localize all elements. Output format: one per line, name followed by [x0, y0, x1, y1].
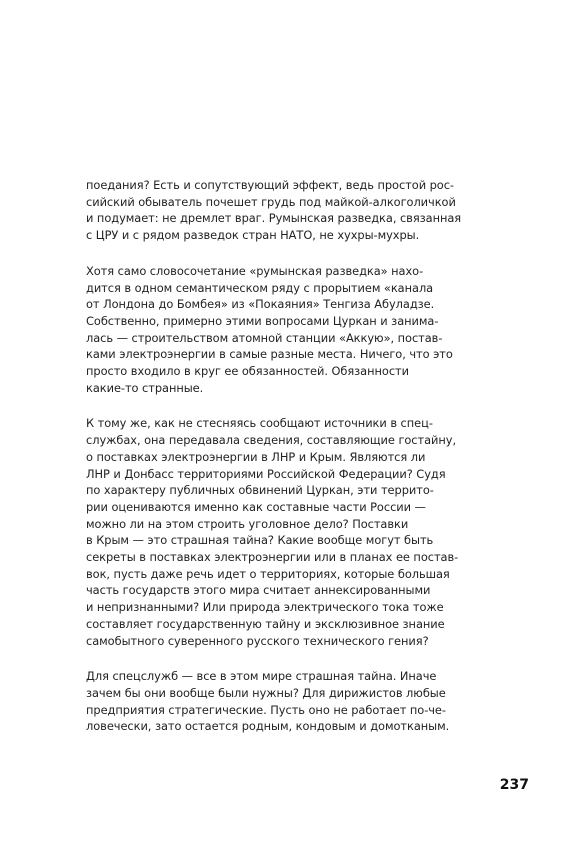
text-line: и непризнанными? Или природа электрического тока тоже	[86, 600, 444, 615]
text-line: дится в одном семантическом ряду с прорытием «канала	[86, 280, 434, 295]
text-line: и подумает: не дремлет враг. Румынская разведка, связанная	[86, 211, 462, 226]
text-line: предприятия стратегические. Пусть оно не работает по-че-	[86, 702, 446, 717]
text-line: просто входило в круг ее обязанностей. Обязанности	[86, 364, 409, 379]
text-line: от Лондона до Бомбея» из «Покаяния» Тенгиза Абуладзе.	[86, 297, 435, 312]
body-text	[86, 177, 486, 754]
page-number: 237	[499, 777, 529, 793]
text-line: часть государств этого мира считает аннексированными	[86, 583, 431, 598]
paragraph-2	[86, 263, 486, 397]
text-line: К тому же, как не стесняясь сообщают источники в спец-	[86, 416, 433, 431]
text-line: поедания? Есть и сопутствующий эффект, ведь простой рос-	[86, 178, 454, 192]
text-line: лась — строительством атомной станции «Аккую», постав-	[86, 330, 443, 345]
paragraph-1	[86, 177, 486, 244]
text-line: секреты в поставках электроэнергии или в планах ее постав-	[86, 550, 459, 565]
text-line: составляет государственную тайну и эксклюзивное знание	[86, 616, 445, 631]
text-line: по характеру публичных обвинений Цуркан, эти террито-	[86, 483, 434, 498]
paragraph-3	[86, 415, 486, 649]
paragraph-4	[86, 668, 486, 735]
text-line: можно ли на этом строить уголовное дело? Поставки	[86, 516, 409, 531]
text-line: самобытного суверенного русского технического гения?	[86, 633, 429, 648]
text-line: ловечески, зато остается родным, кондовым и домотканым.	[86, 719, 450, 734]
text-line: Собственно, примерно этими вопросами Цуркан и занима-	[86, 313, 439, 328]
text-line: Хотя само словосочетание «румынская разведка» нахо-	[86, 263, 424, 278]
text-line: какие-то странные.	[86, 380, 204, 395]
text-line: о поставках электроэнергии в ЛНР и Крым. Являются ли	[86, 449, 426, 464]
text-line: Для спецслужб — все в этом мире страшная тайна. Иначе	[86, 669, 437, 684]
text-line: с ЦРУ и с рядом разведок стран НАТО, не хухры-мухры.	[86, 228, 420, 243]
text-line: вок, пусть даже речь идет о территориях, которые большая	[86, 566, 450, 581]
text-line: в Крым — это страшная тайна? Какие вообще могут быть	[86, 533, 434, 548]
text-line: зачем бы они вообще были нужны? Для дирижистов любые	[86, 685, 446, 700]
text-line: ЛНР и Донбасс территориями Российской Федерации? Судя	[86, 466, 446, 481]
text-line: сийский обыватель почешет грудь под майкой-алкоголичкой	[86, 194, 456, 209]
text-line: рии оцениваются именно как составные части России —	[86, 499, 426, 514]
text-line: ками электроэнергии в самые разные места. Ничего, что это	[86, 347, 453, 362]
text-line: службах, она передавала сведения, составляющие гостайну,	[86, 433, 457, 448]
